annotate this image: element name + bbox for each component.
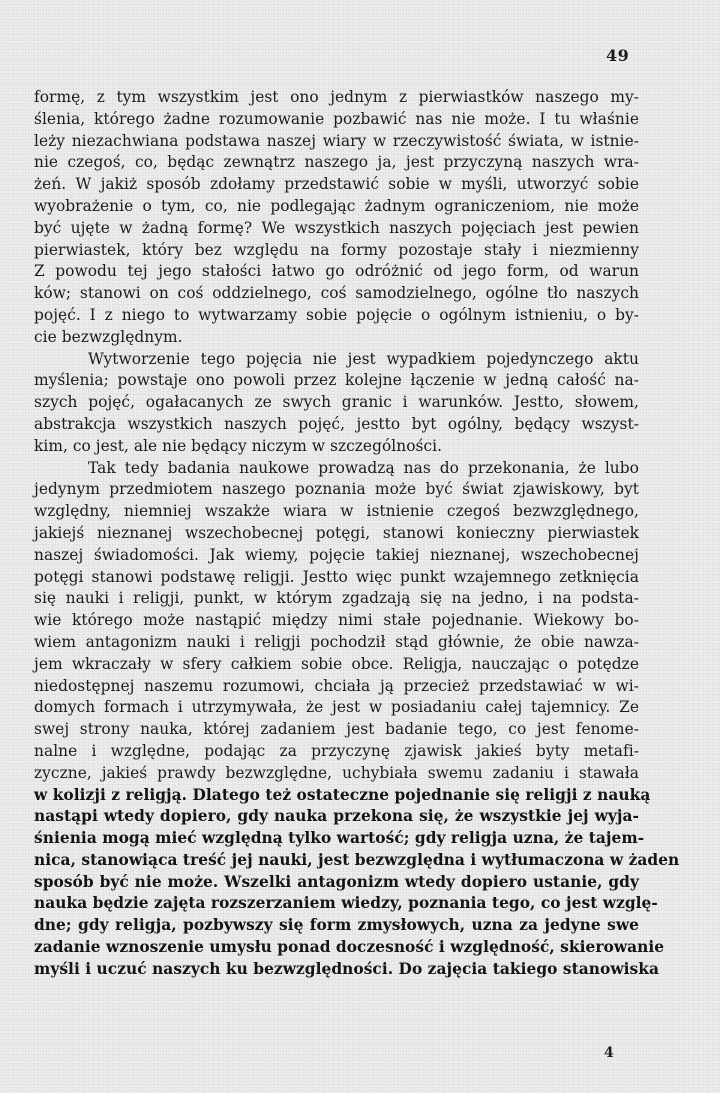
- paragraph-first-line: Wytworzenie tego pojęcia nie jest wypadkiem pojedynczego aktu: [88, 349, 639, 368]
- text-line: zadanie wznoszenie umysłu ponad doczesność i względność, skierowanie: [34, 938, 665, 957]
- text-line: Z powodu tej jego stałości łatwo go odróżnić od jego form, od warun: [34, 262, 639, 281]
- text-line: pojęć. I z niego to wytwarzamy sobie pojęcie o ogólnym istnieniu, o by-: [34, 305, 639, 324]
- text-line: abstrakcja wszystkich naszych pojęć, jestto byt ogólny, będący wszyst-: [34, 414, 639, 433]
- text-line: pierwiastek, który bez względu na formy pozostaje stały i niezmienny: [34, 240, 639, 259]
- text-line: nalne i względne, podając za przyczynę zjawisk jakieś byty metafi-: [34, 741, 639, 760]
- paragraph-first-line: Tak tedy badania naukowe prowadzą nas do przekonania, że lubo: [88, 458, 639, 477]
- text-line: nastąpi wtedy dopiero, gdy nauka przekona się, że wszystkie jej wyja-: [34, 807, 639, 826]
- sheet-signature: 4: [604, 1045, 614, 1061]
- paragraph-end-line: cie bezwzględnym.: [34, 327, 183, 346]
- text-line: nie czegoś, co, będąc zewnątrz naszego ja, jest przyczyną naszych wra-: [34, 153, 639, 172]
- text-line: formę, z tym wszystkim jest ono jednym z pierwiastków naszego my-: [34, 88, 639, 106]
- text-line: niedostępnej naszemu rozumowi, chciała ją przecież przedstawiać w wi-: [34, 676, 639, 695]
- text-line: myśli i uczuć naszych ku bezwzględności. Do zajęcia takiego stanowiska: [34, 959, 659, 978]
- page-number: 49: [606, 46, 630, 65]
- text-line: wiem antagonizm nauki i religji pochodził stąd głównie, że obie nawza-: [34, 632, 639, 651]
- text-line: ślenia, którego żadne rozumowanie pozbawić nas nie może. I tu właśnie: [34, 109, 639, 128]
- text-line: nauka będzie zajęta rozszerzaniem wiedzy, poznania tego, co jest wzglę-: [34, 894, 658, 913]
- text-line: wyobrażenie o tym, co, nie podlegając żadnym ograniczeniom, nie może: [34, 196, 639, 215]
- text-line: wie którego może nastąpić między nimi stałe pojednanie. Wiekowy bo-: [34, 611, 639, 630]
- text-line: myślenia; powstaje ono powoli przez kolejne łączenie w jedną całość na-: [34, 371, 639, 390]
- text-line: być ujęte w żadną formę? We wszystkich naszych pojęciach jest pewien: [34, 218, 639, 237]
- text-line: naszej świadomości. Jak wiemy, pojęcie takiej nieznanej, wszechobecnej: [34, 545, 639, 564]
- text-line: jedynym przedmiotem naszego poznania może być świat zjawiskowy, byt: [34, 480, 639, 499]
- text-line: sposób być nie może. Wszelki antagonizm wtedy dopiero ustanie, gdy: [34, 872, 639, 891]
- text-line: względny, niemniej wszakże wiara w istnienie czegoś bezwzględnego,: [34, 502, 639, 521]
- text-line: potęgi stanowi podstawę religji. Jestto więc punkt wzajemnego zetknięcia: [34, 567, 639, 586]
- paragraph-end-line: kim, co jest, ale nie będący niczym w szczególności.: [34, 436, 443, 455]
- text-line: śnienia mogą mieć względną tylko wartość; gdy religja uzna, że tajem-: [34, 829, 645, 848]
- text-line: ków; stanowi on coś oddzielnego, coś samodzielnego, ogólne tło naszych: [34, 284, 639, 303]
- text-line: dne; gdy religja, pozbywszy się form zmysłowych, uzna za jedyne swe: [34, 916, 639, 935]
- text-line: swej strony nauka, której zadaniem jest badanie tego, co jest fenome-: [34, 720, 639, 739]
- text-line: żeń. W jakiż sposób zdołamy przedstawić sobie w myśli, utworzyć sobie: [34, 175, 639, 194]
- text-line: zyczne, jakieś prawdy bezwzględne, uchybiała swemu zadaniu i stawała: [34, 763, 639, 782]
- text-line: domych formach i utrzymywała, że jest w posiadaniu całej tajemnicy. Ze: [34, 698, 639, 717]
- text-line: się nauki i religji, punkt, w którym zgadzają się na jedno, i na podsta-: [34, 589, 639, 608]
- text-body: [34, 87, 680, 981]
- text-line: jem wkraczały w sfery całkiem sobie obce. Religja, nauczając o potędze: [34, 654, 639, 673]
- text-line: nica, stanowiąca treść jej nauki, jest bezwzględna i wytłumaczona w żaden: [34, 850, 680, 869]
- text-line: jakiejś nieznanej wszechobecnej potęgi, stanowi konieczny pierwiastek: [34, 523, 639, 542]
- text-line: leży niezachwiana podstawa naszej wiary w rzeczywistość świata, w istnie-: [34, 131, 639, 150]
- text-line: w kolizji z religją. Dlatego też ostateczne pojednanie się religji z nauką: [34, 785, 651, 804]
- text-line: szych pojęć, ogałacanych ze swych granic i warunków. Jestto, słowem,: [34, 393, 639, 412]
